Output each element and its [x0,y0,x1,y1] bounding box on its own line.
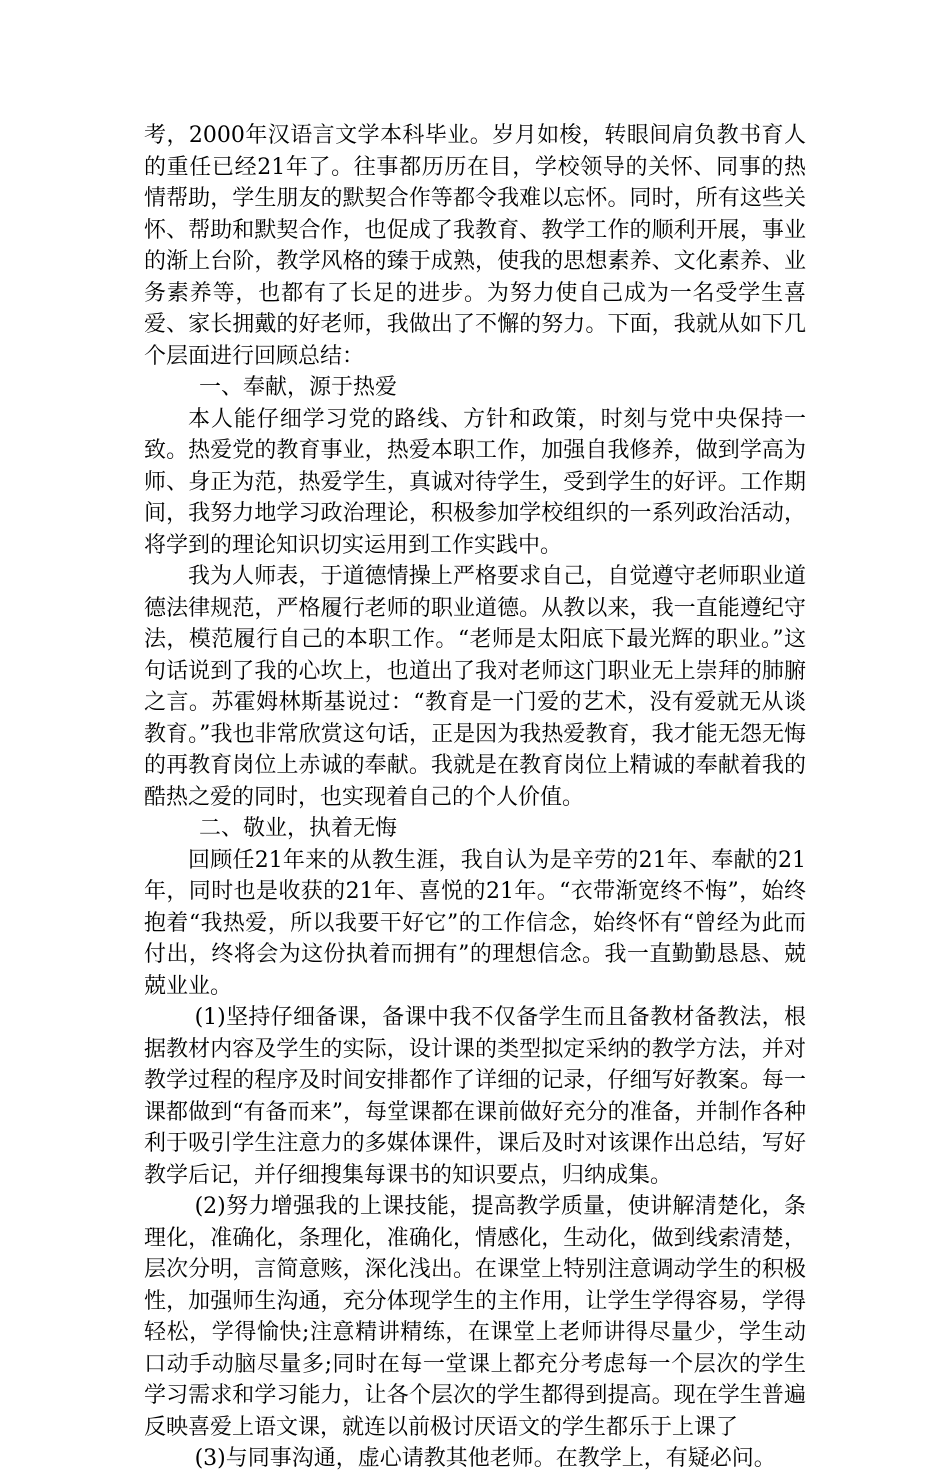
body-paragraph: 回顾任21年来的从教生涯，我自认为是辛劳的21年、奉献的21年，同时也是收获的21年、喜悦的21年。“衣带渐宽终不悔”，始终抱着“我热爱，所以我要干好它”的工作信念，始终怀有“曾经为此而付出，终将会为这份执着而拥有”的理想信念。我一直勤勤恳恳、兢兢业业。 [144,847,806,999]
section-heading-dedication: 一、奉献，源于热爱 [199,375,398,400]
body-paragraph: 本人能仔细学习党的路线、方针和政策，时刻与党中央保持一致。热爱党的教育事业，热爱本职工作，加强自我修养，做到学高为师、身正为范，热爱学生，真诚对待学生，受到学生的好评。工作期间，我努力地学习政治理论，积极参加学校组织的一系列政治活动，将学到的理论知识切实运用到工作实践中。 [144,406,806,558]
document-body [144,120,806,1475]
body-paragraph: 我为人师表，于道德情操上严格要求自己，自觉遵守老师职业道德法律规范，严格履行老师的职业道德。从教以来，我一直能遵纪守法，模范履行自己的本职工作。“老师是太阳底下最光辉的职业。”这句话说到了我的心坎上，也道出了我对老师这门职业无上崇拜的肺腑之言。苏霍姆林斯基说过：“教育是一门爱的艺术，没有爱就无从谈教育。”我也非常欣赏这句话，正是因为我热爱教育，我才能无怨无悔的再教育岗位上赤诚的奉献。我就是在教育岗位上精诚的奉献着我的酷热之爱的同时，也实现着自己的个人价值。 [144,564,806,810]
list-item-paragraph: (2)努力增强我的上课技能，提高教学质量，使讲解清楚化，条理化，准确化，条理化，准确化，情感化，生动化，做到线索清楚，层次分明，言简意赅，深化浅出。在课堂上特别注意调动学生的积极性，加强师生沟通，充分体现学生的主作用，让学生学得容易，学得轻松，学得愉快;注意精讲精练，在课堂上老师讲得尽量少，学生动口动手动脑尽量多;同时在每一堂课上都充分考虑每一个层次的学生学习需求和学习能力，让各个层次的学生都得到提高。现在学生普遍反映喜爱上语文课，就连以前极讨厌语文的学生都乐于上课了 [144,1194,806,1440]
section-heading-dedication-to-work: 二、敬业，执着无悔 [199,816,398,841]
intro-paragraph: 考，2000年汉语言文学本科毕业。岁月如梭，转眼间肩负教书育人的重任已经21年了。往事都历历在目，学校领导的关怀、同事的热情帮助，学生朋友的默契合作等都令我难以忘怀。同时，所有这些关怀、帮助和默契合作，也促成了我教育、教学工作的顺利开展，事业的渐上台阶，教学风格的臻于成熟，使我的思想素养、文化素养、业务素养等，也都有了长足的进步。为努力使自己成为一名受学生喜爱、家长拥戴的好老师，我做出了不懈的努力。下面，我就从如下几个层面进行回顾总结： [144,123,806,369]
list-item-paragraph: (3)与同事沟通，虚心请教其他老师。在教学上，有疑必问。 [194,1446,776,1471]
list-item-paragraph: (1)坚持仔细备课，备课中我不仅备学生而且备教材备教法，根据教材内容及学生的实际，设计课的类型拟定采纳的教学方法，并对教学过程的程序及时间安排都作了详细的记录，仔细写好教案。每一课都做到“有备而来”，每堂课都在课前做好充分的准备，并制作各种利于吸引学生注意力的多媒体课件，课后及时对该课作出总结，写好教学后记，并仔细搜集每课书的知识要点，归纳成集。 [144,1005,806,1188]
